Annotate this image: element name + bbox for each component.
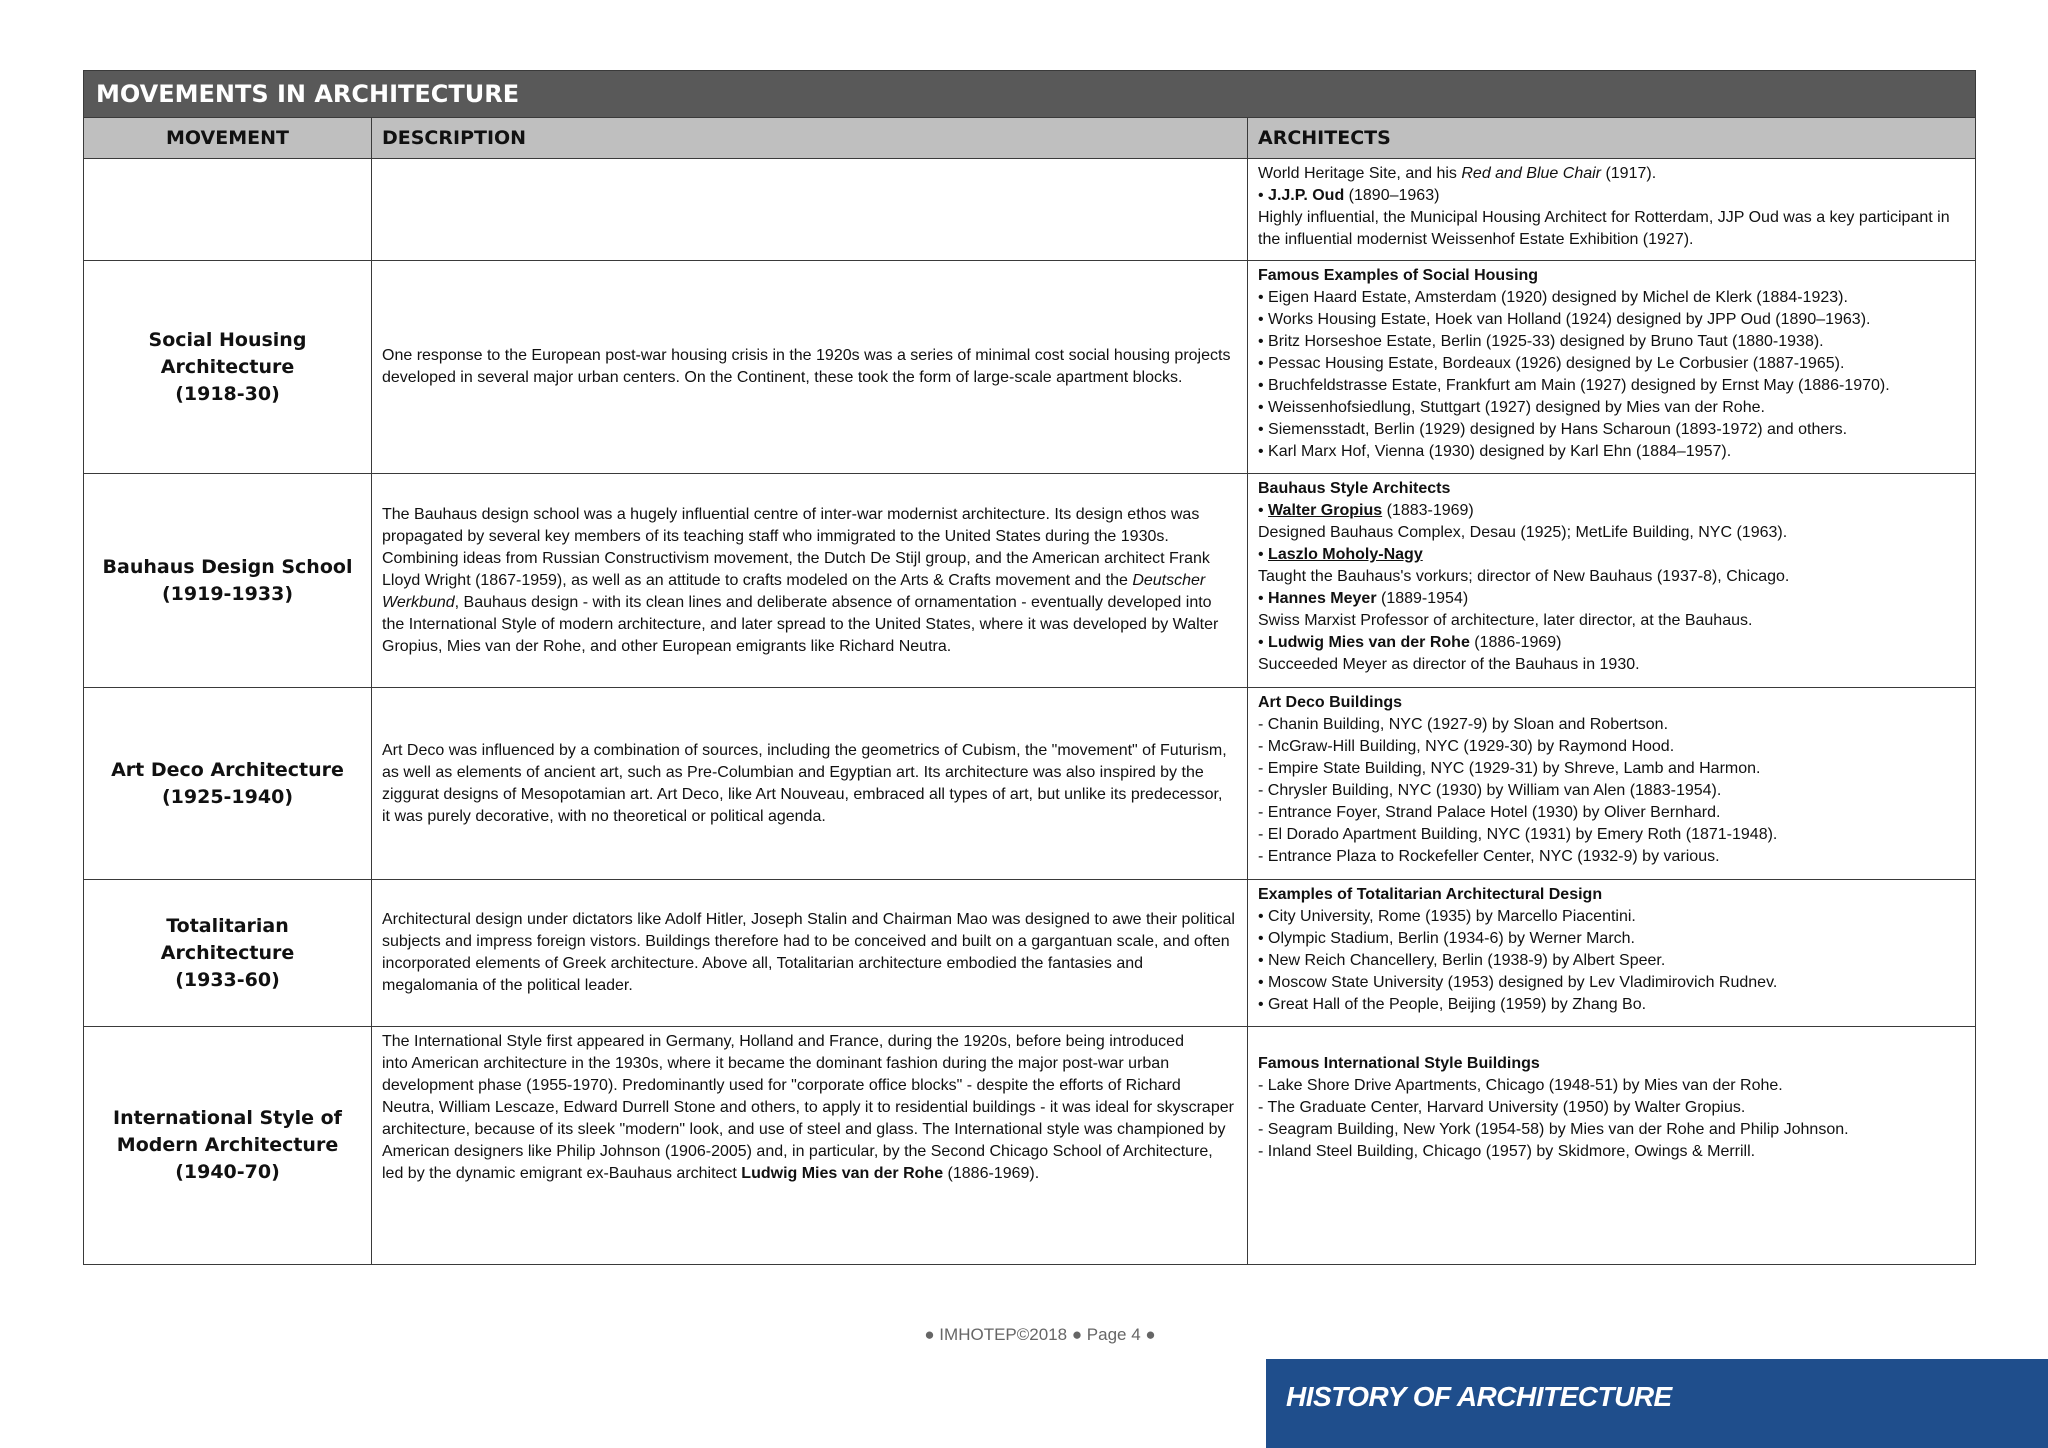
description-cell-line — [382, 1075, 1237, 1097]
movements-table — [83, 70, 1976, 1265]
description-cell — [372, 1027, 1248, 1265]
text-segment: Famous International Style Buildings — [1258, 1055, 1540, 1072]
text-segment: into American architecture in the 1930s, where it became the dominant fashion during the major post-war urban — [382, 1055, 1170, 1072]
text-segment: - Entrance Plaza to Rockefeller Center, NYC (1932-9) by various. — [1258, 848, 1720, 865]
architects-cell-line — [1258, 1097, 1965, 1119]
text-segment: (1883-1969) — [1382, 502, 1474, 519]
architects-cell-line — [1258, 331, 1965, 353]
description-cell-line — [382, 762, 1237, 784]
text-segment: (1890–1963) — [1344, 187, 1440, 204]
architects-cell-line — [1258, 654, 1965, 676]
architects-cell-line — [1258, 185, 1965, 207]
description-cell-line — [382, 345, 1237, 367]
movement-cell — [84, 688, 372, 880]
text-segment: • Eigen Haard Estate, Amsterdam (1920) designed by Michel de Klerk (1884-1923). — [1258, 289, 1848, 306]
movement-cell — [84, 880, 372, 1027]
text-segment: incorporated elements of Greek architecture. Above all, Totalitarian architecture embodied the fantasies and — [382, 955, 1144, 972]
text-segment: Swiss Marxist Professor of architecture, later director, at the Bauhaus. — [1258, 612, 1753, 629]
text-segment: Highly influential, the Municipal Housing Architect for Rotterdam, JJP Oud was a key participant in — [1258, 209, 1950, 226]
movement-name-line: (1933-60) — [175, 968, 280, 991]
text-segment: • Britz Horseshoe Estate, Berlin (1925-33) designed by Bruno Taut (1880-1938). — [1258, 333, 1824, 350]
text-segment: (1917). — [1601, 165, 1657, 182]
text-segment: as well as elements of ancient art, such as Pre-Columbian and Egyptian art. Its architecture was also inspired by the — [382, 763, 1204, 781]
description-cell-line — [382, 806, 1237, 828]
movement-name-line: Modern Architecture — [116, 1134, 339, 1156]
text-segment: The Bauhaus design school was a hugely influential centre of inter-war modernist architecture. Its design ethos was — [382, 505, 1200, 523]
text-segment: - El Dorado Apartment Building, NYC (1931) by Emery Roth (1871-1948). — [1258, 826, 1778, 843]
text-segment: • Great Hall of the People, Beijing (1959) by Zhang Bo. — [1258, 996, 1647, 1013]
architects-cell-line — [1258, 1119, 1965, 1141]
movement-name-line: Bauhaus Design School — [102, 555, 353, 578]
text-segment: Hannes Meyer — [1268, 590, 1377, 607]
table-row — [84, 261, 1976, 474]
table-row — [84, 1027, 1976, 1265]
text-segment: • Bruchfeldstrasse Estate, Frankfurt am Main (1927) designed by Ernst May (1886-1970). — [1258, 377, 1890, 394]
text-segment: • Siemensstadt, Berlin (1929) designed by Hans Scharoun (1893-1972) and others. — [1258, 421, 1848, 438]
text-segment: • Weissenhofsiedlung, Stuttgart (1927) designed by Mies van der Rohe. — [1258, 399, 1765, 416]
text-segment: Combining ideas from Russian Constructivism movement, the Dutch De Stijl group, and the American architect Frank — [382, 549, 1210, 567]
text-segment: Art Deco Buildings — [1258, 694, 1403, 711]
architects-cell-line — [1258, 906, 1965, 928]
architects-cell — [1248, 159, 1976, 261]
text-segment: - Chrysler Building, NYC (1930) by William van Alen (1883-1954). — [1258, 782, 1722, 799]
architects-cell-line — [1258, 1031, 1965, 1053]
description-cell-line — [382, 953, 1237, 975]
page-footer: ● IMHOTEP©2018 ● Page 4 ● — [924, 1325, 1156, 1344]
architects-cell — [1248, 261, 1976, 474]
description-cell — [372, 880, 1248, 1027]
text-segment: (1889-1954) — [1376, 590, 1469, 607]
text-segment: Walter Gropius — [1268, 502, 1383, 519]
movement-cell — [84, 159, 372, 261]
text-segment: Famous Examples of Social Housing — [1258, 267, 1539, 284]
text-segment: Succeeded Meyer as director of the Bauhaus in 1930. — [1258, 656, 1640, 673]
text-segment: the International Style of modern architecture, and later spread to the United States, where it was developed by Walter — [382, 615, 1219, 633]
text-segment: World Heritage Site, and his — [1258, 165, 1462, 182]
table-row — [84, 474, 1976, 688]
text-segment: propagated by several key members of its teaching staff who immigrated to the United States during the 1930s. — [382, 527, 1169, 545]
text-segment: Laszlo Moholy-Nagy — [1268, 546, 1423, 563]
movement-name-line: Art Deco Architecture — [111, 758, 344, 781]
architects-cell-line — [1258, 419, 1965, 441]
text-segment: - Empire State Building, NYC (1929-31) by Shreve, Lamb and Harmon. — [1258, 760, 1761, 777]
description-cell-line — [382, 548, 1237, 570]
table-header-row — [84, 118, 1976, 159]
text-segment: The International Style first appeared in Germany, Holland and France, during the 1920s, before being introduced — [382, 1033, 1184, 1050]
architects-cell-line — [1258, 309, 1965, 331]
text-segment: One response to the European post-war housing crisis in the 1920s was a series of minimal cost social housing projects — [382, 347, 1231, 364]
architects-cell-line — [1258, 824, 1965, 846]
movement-name-line: (1925-1940) — [161, 785, 293, 808]
text-segment: • Karl Marx Hof, Vienna (1930) designed by Karl Ehn (1884–1957). — [1258, 443, 1732, 460]
description-cell-line — [382, 592, 1237, 614]
architects-cell — [1248, 1027, 1976, 1265]
text-segment: - Seagram Building, New York (1954-58) by Mies van der Rohe and Philip Johnson. — [1258, 1121, 1849, 1138]
text-segment: led by the dynamic emigrant ex-Bauhaus architect — [382, 1165, 742, 1182]
text-segment: , Bauhaus design - with its clean lines and deliberate absence of ornamentation - eventually developed into — [454, 593, 1212, 611]
architects-cell-line — [1258, 229, 1965, 251]
architects-cell-line — [1258, 522, 1965, 544]
text-segment: Examples of Totalitarian Architectural Design — [1258, 886, 1603, 903]
description-cell-line — [382, 975, 1237, 997]
architects-cell-line — [1258, 928, 1965, 950]
text-segment: Bauhaus Style Architects — [1258, 480, 1451, 497]
text-segment: Taught the Bauhaus's vorkurs; director of New Bauhaus (1937-8), Chicago. — [1258, 568, 1790, 585]
description-cell-line — [382, 1097, 1237, 1119]
header-movement: MOVEMENT — [84, 118, 372, 159]
text-segment: - Chanin Building, NYC (1927-9) by Sloan and Robertson. — [1258, 716, 1669, 733]
description-cell-line — [382, 1119, 1237, 1141]
text-segment: Architectural design under dictators like Adolf Hitler, Joseph Stalin and Chairman Mao was designed to awe their political — [382, 911, 1235, 928]
text-segment: • Olympic Stadium, Berlin (1934-6) by Werner March. — [1258, 930, 1635, 947]
architects-cell-line — [1258, 478, 1965, 500]
movement-name-line: (1940-70) — [175, 1161, 280, 1183]
architects-cell-line — [1258, 287, 1965, 309]
description-cell — [372, 474, 1248, 688]
movement-name-line: Architecture — [160, 355, 295, 378]
text-segment: American designers like Philip Johnson (1906-2005) and, in particular, by the Second Chicago School of Architecture, — [382, 1143, 1213, 1160]
text-segment: (1886-1969) — [1469, 634, 1562, 651]
text-segment: • — [1258, 634, 1269, 651]
architects-cell-line — [1258, 714, 1965, 736]
text-segment: • City University, Rome (1935) by Marcello Piacentini. — [1258, 908, 1636, 925]
architects-cell-line — [1258, 1141, 1965, 1163]
text-segment: • Works Housing Estate, Hoek van Holland (1924) designed by JPP Oud (1890–1963). — [1258, 311, 1871, 328]
architects-cell-line — [1258, 163, 1965, 185]
architects-cell-line — [1258, 950, 1965, 972]
text-segment: megalomania of the political leader. — [382, 977, 633, 994]
architects-cell-line — [1258, 802, 1965, 824]
architects-cell — [1248, 688, 1976, 880]
movement-cell — [84, 474, 372, 688]
architects-cell-line — [1258, 758, 1965, 780]
architects-cell-line — [1258, 994, 1965, 1016]
architects-cell — [1248, 474, 1976, 688]
text-segment: • — [1258, 546, 1269, 563]
text-segment: • — [1258, 590, 1269, 607]
architects-cell-line — [1258, 265, 1965, 287]
table-row — [84, 688, 1976, 880]
movement-cell — [84, 1027, 372, 1265]
text-segment: Lloyd Wright (1867-1959), as well as an attitude to crafts modeled on the Arts & Crafts movement and the — [382, 571, 1133, 589]
description-cell-line — [382, 909, 1237, 931]
description-cell-line — [382, 931, 1237, 953]
banner-title: HISTORY OF ARCHITECTURE — [1286, 1381, 1672, 1412]
text-segment: • — [1258, 187, 1269, 204]
description-cell-line — [382, 740, 1237, 762]
text-segment: - Lake Shore Drive Apartments, Chicago (1948-51) by Mies van der Rohe. — [1258, 1077, 1783, 1094]
movement-name-line: International Style of — [113, 1107, 342, 1129]
description-cell-line — [382, 784, 1237, 806]
text-segment: • — [1258, 502, 1269, 519]
text-segment: architecture, because of its sleek "modern" look, and use of steel and glass. The International style was championed by — [382, 1121, 1226, 1138]
text-segment: Deutscher — [1132, 571, 1206, 589]
architects-cell-line — [1258, 610, 1965, 632]
header-description: DESCRIPTION — [372, 118, 1248, 159]
description-cell-line — [382, 526, 1237, 548]
description-cell-line — [382, 1053, 1237, 1075]
description-cell — [372, 688, 1248, 880]
movement-name-line: (1918-30) — [175, 382, 280, 405]
architects-cell-line — [1258, 353, 1965, 375]
header-architects: ARCHITECTS — [1248, 118, 1976, 159]
text-segment: Art Deco was influenced by a combination of sources, including the geometrics of Cubism, the "movement" of Futurism, — [382, 741, 1227, 759]
movement-name-line: (1919-1933) — [161, 582, 293, 605]
text-segment: - Entrance Foyer, Strand Palace Hotel (1930) by Oliver Bernhard. — [1258, 804, 1721, 821]
movement-name-line: Social Housing — [148, 328, 307, 351]
description-cell — [372, 261, 1248, 474]
text-segment: development phase (1955-1970). Predominantly used for "corporate office blocks" - despite the efforts of Richard — [382, 1077, 1181, 1094]
text-segment: Gropius, Mies van der Rohe, and other European emigrants like Richard Neutra. — [382, 637, 952, 655]
architects-cell-line — [1258, 500, 1965, 522]
architects-cell-line — [1258, 544, 1965, 566]
text-segment: • Pessac Housing Estate, Bordeaux (1926) designed by Le Corbusier (1887-1965). — [1258, 355, 1845, 372]
description-cell-line — [382, 636, 1237, 658]
text-segment: J.J.P. Oud — [1268, 187, 1345, 204]
movement-name-line: Architecture — [160, 941, 295, 964]
text-segment: • New Reich Chancellery, Berlin (1938-9) by Albert Speer. — [1258, 952, 1666, 969]
text-segment: ziggurat designs of Mesopotamian art. Art Deco, like Art Nouveau, embraced all types of art, but unlike its predecessor, — [382, 785, 1223, 803]
history-banner — [1266, 1359, 2048, 1448]
architects-cell-line — [1258, 566, 1965, 588]
architects-cell-line — [1258, 207, 1965, 229]
text-segment: the influential modernist Weissenhof Estate Exhibition (1927). — [1258, 231, 1694, 248]
table-title: MOVEMENTS IN ARCHITECTURE — [84, 71, 1976, 118]
architects-cell-line — [1258, 1053, 1965, 1075]
architects-cell-line — [1258, 632, 1965, 654]
description-cell-line — [382, 614, 1237, 636]
text-segment: Red and Blue Chair — [1461, 165, 1601, 182]
text-segment: Ludwig Mies van der Rohe — [741, 1165, 944, 1182]
architects-cell-line — [1258, 884, 1965, 906]
architects-cell-line — [1258, 846, 1965, 868]
text-segment: - McGraw-Hill Building, NYC (1929-30) by Raymond Hood. — [1258, 738, 1675, 755]
text-segment: Neutra, William Lescaze, Edward Durrell Stone and others, to apply it to residential buildings - it was ideal for skyscraper — [382, 1099, 1234, 1116]
description-cell — [372, 159, 1248, 261]
text-segment: Ludwig Mies van der Rohe — [1268, 634, 1470, 651]
text-segment: - Inland Steel Building, Chicago (1957) by Skidmore, Owings & Merrill. — [1258, 1143, 1756, 1160]
text-segment: it was purely decorative, with no theoretical or political agenda. — [382, 807, 826, 825]
description-cell-line — [382, 1141, 1237, 1163]
text-segment: (1886-1969). — [943, 1165, 1040, 1182]
text-segment: • Moscow State University (1953) designed by Lev Vladimirovich Rudnev. — [1258, 974, 1778, 991]
description-cell-line — [382, 504, 1237, 526]
description-cell-line — [382, 1163, 1237, 1185]
table-body — [84, 159, 1976, 1265]
architects-cell-line — [1258, 441, 1965, 463]
description-cell-line — [382, 367, 1237, 389]
architects-cell-line — [1258, 397, 1965, 419]
movement-name-line: Totalitarian — [166, 914, 289, 937]
architects-cell-line — [1258, 375, 1965, 397]
text-segment: Werkbund — [382, 593, 455, 611]
text-segment: developed in several major urban centers. On the Continent, these took the form of large-scale apartment blocks. — [382, 369, 1183, 386]
architects-cell-line — [1258, 692, 1965, 714]
description-cell-line — [382, 1031, 1237, 1053]
description-cell-line — [382, 570, 1237, 592]
table-row — [84, 159, 1976, 261]
table-row — [84, 880, 1976, 1027]
architects-cell-line — [1258, 780, 1965, 802]
text-segment: - The Graduate Center, Harvard University (1950) by Walter Gropius. — [1258, 1099, 1746, 1116]
architects-cell-line — [1258, 1075, 1965, 1097]
architects-cell-line — [1258, 972, 1965, 994]
architects-cell-line — [1258, 736, 1965, 758]
text-segment: subjects and impress foreign vistors. Buildings therefore had to be conceived and built on a gargantuan scale, and often — [382, 933, 1230, 950]
architects-cell-line — [1258, 588, 1965, 610]
text-segment: Designed Bauhaus Complex, Desau (1925); MetLife Building, NYC (1963). — [1258, 524, 1788, 541]
movement-cell — [84, 261, 372, 474]
architects-cell — [1248, 880, 1976, 1027]
